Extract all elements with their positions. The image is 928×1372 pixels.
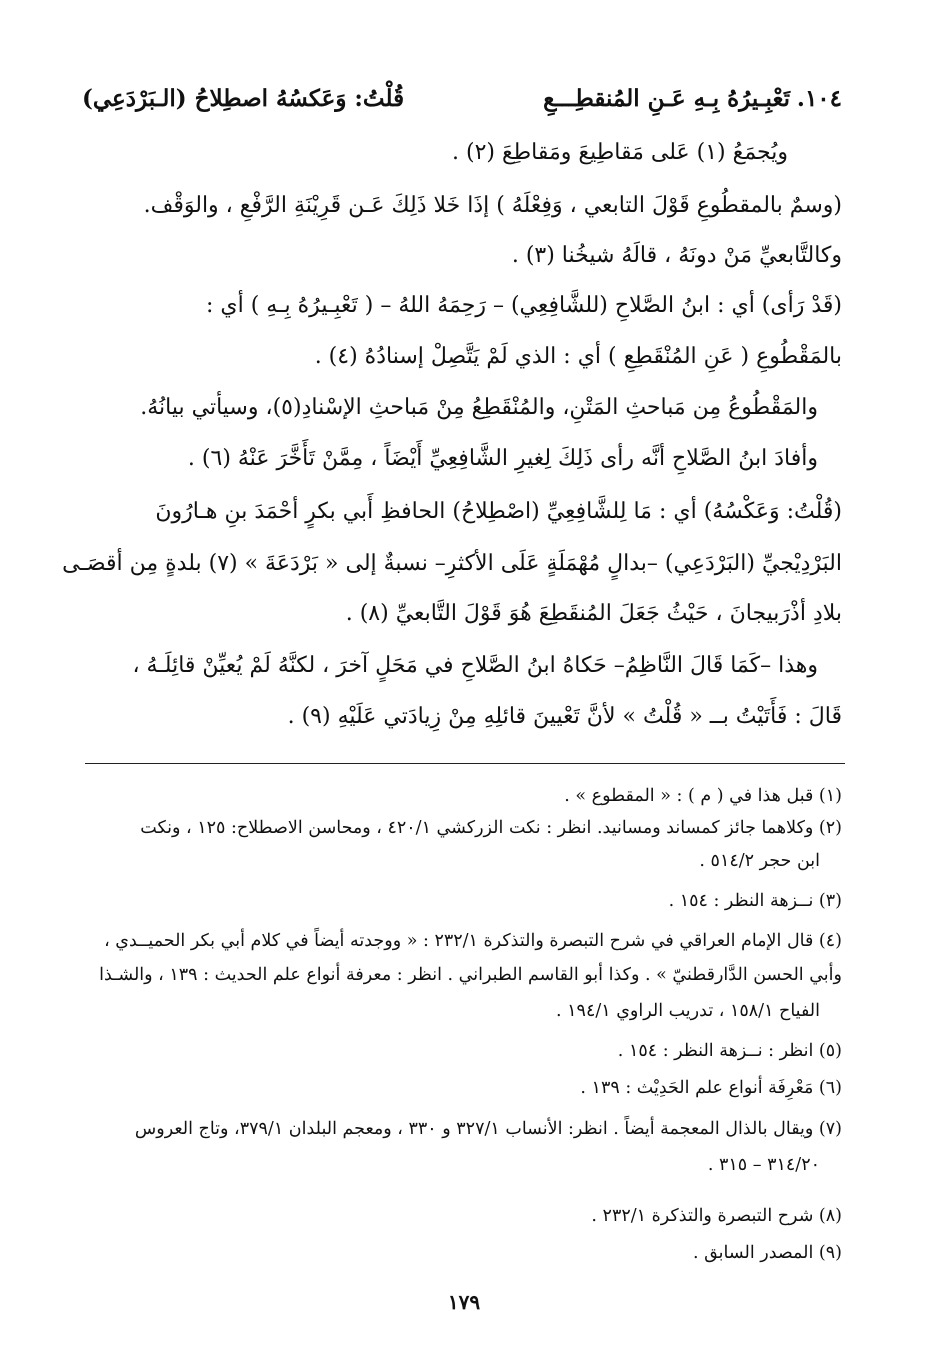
footnote-line: (٩) المصدر السابق . [692,1243,842,1263]
footnote-line: ٣١٤/٢٠ – ٣١٥ . [707,1155,820,1175]
footnote-line: (٨) شرح التبصرة والتذكرة ٢٣٢/١ . [591,1206,842,1226]
footnote-line: (٧) ويقال بالذال المعجمة أيضاً . انظر: الأنساب ٣٢٧/١ و ٣٣٠ ، ومعجم البلدان ٣٧٩/١، وتاج العروس [134,1119,842,1139]
footnote-line: (٥) انظر : نــزهة النظر : ١٥٤ . [617,1041,842,1061]
footnote-line: (١) قبل هذا في ( م ) : « المقطوع » . [564,786,842,806]
footnote-line: الفياح ١٥٨/١ ، تدريب الراوي ١٩٤/١ . [556,1001,820,1021]
body-line: وكالتَّابعيِّ مَنْ دونَهُ ، قالَهُ شيخُنا (٣) . [511,243,842,268]
verse-first-hemistich: تَعْبِـيرُهُ بِـهِ عَـنِ المُنقطِـــعِ [543,85,790,112]
page-number: ١٧٩ [447,1290,481,1314]
body-line: (وسمٌ بالمقطُوعِ قَوْلَ التابعي ، وَفِعْلَهُ ) إذَا خَلا ذَلِكَ عَـن قَرِيْنَةِ الرَّفْعِ ، والوَقْف. [143,193,842,218]
footnote-separator [85,763,845,764]
body-line: ويُجمَعُ (١) عَلى مَقاطِيعَ ومَقاطِعَ (٢) . [451,140,788,165]
body-line: (قَدْ رَأى) أي : ابنُ الصَّلاحِ (للشَّافِعِي) – رَحِمَهُ اللهُ – ( تَعْبِـيرُهُ بِـهِ ) أي : [205,293,842,318]
footnote-line: (٣) نــزهة النظر : ١٥٤ . [668,891,842,911]
body-line: وأفادَ ابنُ الصَّلاحِ أنَّه رأى ذَلِكَ لِغيرِ الشَّافِعِيِّ أَيْضَاً ، مِمَّنْ تَأَخَّرَ عَنْهُ (٦) . [187,446,818,471]
footnote-line: (٤) قال الإمام العراقي في شرح التبصرة والتذكرة ٢٣٢/١ : « ووجدته أيضاً في كلام أبي بكر الحميــدي ، [104,931,842,951]
body-line: قَالَ : فَأَتَيْتُ بــ « قُلْتُ » لأنَّ تَعْيينَ قائلِهِ مِنْ زِيادَتي عَلَيْهِ (٩) . [287,704,842,729]
verse-second-hemistich: قُلْتُ: وَعَكسُهُ اصطِلاحُ (الـبَرْدَعِي) [82,85,405,112]
footnote-line: ابن حجر ٥١٤/٢ . [699,851,820,871]
footnote-line: (٢) وكلاهما جائز كمساند ومسانيد. انظر : نكت الزركشي ٤٢٠/١ ، ومحاسن الاصطلاح: ١٢٥ ، ونكت [140,818,842,838]
body-line: وهذا –كَمَا قَالَ النَّاظِمُ– حَكاهُ ابنُ الصَّلاحِ في مَحَلٍ آخرَ ، لكنَّهُ لَمْ يُعيِّنْ قائِلَـهُ ، [132,653,818,678]
verse-number: ١٠٤. [796,85,842,112]
body-line: البَرْدِيْجيِّ (البَرْدَعِي) –بدالٍ مُهْمَلَةٍ عَلَى الأكثرِ– نسبةٌ إلى « بَرْدَعَةَ » (٧) بلدةٍ مِن أقصَـى [62,551,842,576]
body-line: بلادِ أذْرَبيجانَ ، حَيْثُ جَعَلَ المُنقَطِعَ هُوَ قَوْلَ التَّابعيِّ (٨) . [345,601,842,626]
footnote-line: (٦) مَعْرِفَة أنواع علم الحَدِيْث : ١٣٩ . [580,1078,842,1098]
body-line: بالمَقْطُوعِ ( عَنِ المُنْقَطِعِ ) أي : الذي لَمْ يَتَّصِلْ إسنادُهُ (٤) . [314,344,842,369]
body-line: (قُلْتُ: وَعَكْسُهُ) أي : مَا لِلشَّافِعِيِّ (اصْطِلاحُ) الحافظِ أَبي بكرٍ أحْمَدَ بنِ هـارُونَ [155,499,842,524]
body-line: والمَقْطُوعُ مِن مَباحثِ المَتْنِ، والمُنْقَطِعُ مِنْ مَباحثِ الإسْنادِ(٥)، وسيأتي بيانُهُ. [140,395,818,420]
footnote-line: وأبي الحسن الدَّارقطنيّ » . وكذا أبو القاسم الطبراني . انظر : معرفة أنواع علم الحديث : ١٣٩ ، والشـذا [99,965,842,985]
